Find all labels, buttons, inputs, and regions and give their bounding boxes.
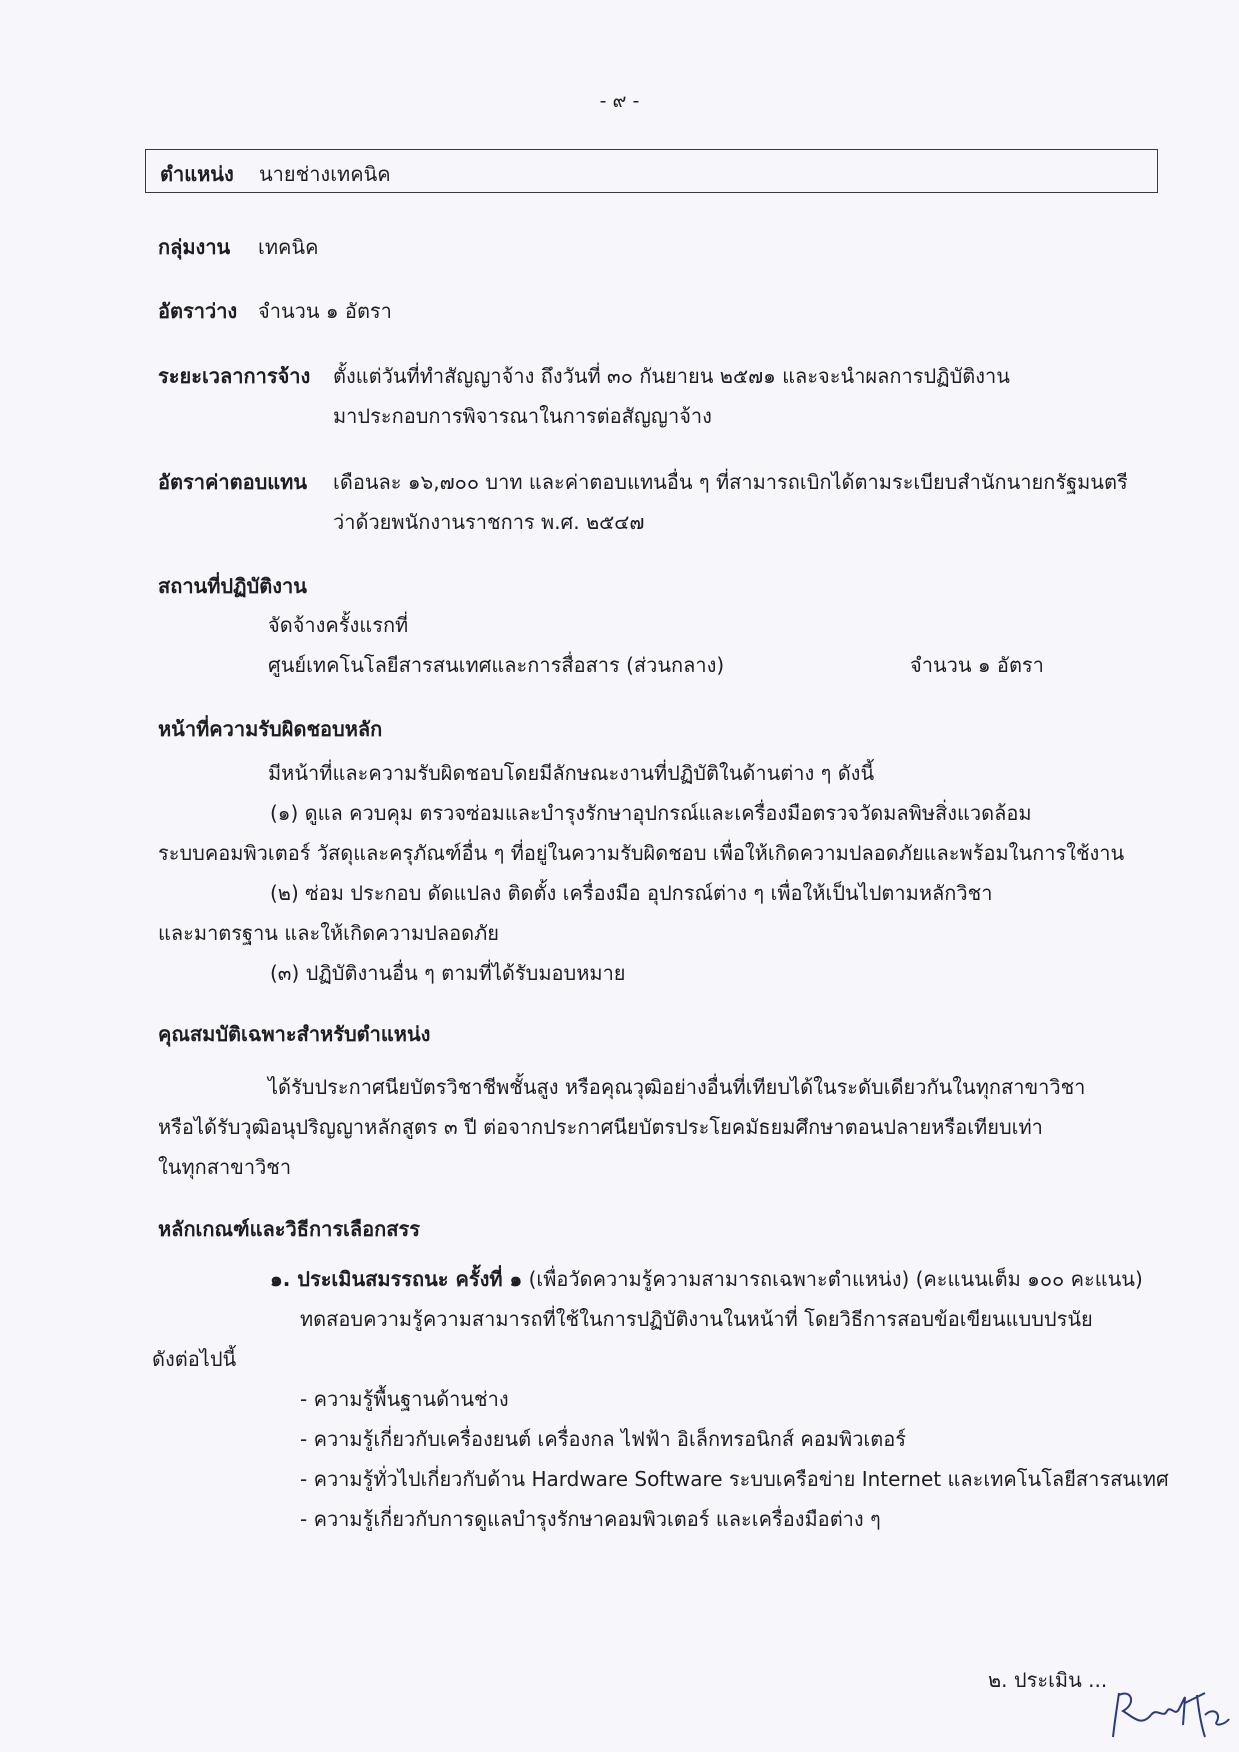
- workplace-first-hire: จัดจ้างครั้งแรกที่: [268, 613, 409, 637]
- position-label: ตำแหน่ง: [160, 162, 234, 186]
- compensation-label: อัตราค่าตอบแทน: [158, 470, 308, 494]
- qualifications-line1: ได้รับประกาศนียบัตรวิชาชีพชั้นสูง หรือคุณวุฒิอย่างอื่นที่เทียบได้ในระดับเดียวกันในทุกสาขาวิชา: [268, 1075, 1086, 1099]
- compensation-line2: ว่าด้วยพนักงานราชการ พ.ศ. ๒๕๔๗: [333, 510, 645, 534]
- work-group-label: กลุ่มงาน: [158, 235, 231, 259]
- selection-heading: หลักเกณฑ์และวิธีการเลือกสรร: [158, 1217, 420, 1241]
- selection-step-1-desc-line1: ทดสอบความรู้ความสามารถที่ใช้ในการปฏิบัติงานในหน้าที่ โดยวิธีการสอบข้อเขียนแบบปรนัย: [300, 1307, 1093, 1331]
- selection-bullet-1: - ความรู้พื้นฐานด้านช่าง: [300, 1387, 509, 1411]
- selection-step-1-desc-line2: ดังต่อไปนี้: [152, 1347, 237, 1371]
- selection-step-1-title: ๑. ประเมินสมรรถนะ ครั้งที่ ๑: [270, 1267, 523, 1291]
- work-group-value: เทคนิค: [258, 235, 319, 259]
- duty-3: (๓) ปฏิบัติงานอื่น ๆ ตามที่ได้รับมอบหมาย: [270, 961, 626, 985]
- qualifications-heading: คุณสมบัติเฉพาะสำหรับตำแหน่ง: [158, 1022, 431, 1046]
- duties-heading: หน้าที่ความรับผิดชอบหลัก: [158, 717, 383, 741]
- selection-step-1: [270, 1263, 1143, 1295]
- selection-bullet-4: - ความรู้เกี่ยวกับการดูแลบำรุงรักษาคอมพิวเตอร์ และเครื่องมือต่าง ๆ: [300, 1507, 881, 1531]
- workplace-unit: ศูนย์เทคโนโลยีสารสนเทศและการสื่อสาร (ส่วนกลาง): [268, 653, 725, 677]
- duty-1-line2: ระบบคอมพิวเตอร์ วัสดุและครุภัณฑ์อื่น ๆ ที่อยู่ในความรับผิดชอบ เพื่อให้เกิดความปลอดภัยและพร้อมในการใช้งาน: [158, 841, 1125, 865]
- workplace-heading: สถานที่ปฏิบัติงาน: [158, 574, 307, 598]
- continuation-text: ๒. ประเมิน ...: [988, 1668, 1108, 1692]
- selection-bullet-2: - ความรู้เกี่ยวกับเครื่องยนต์ เครื่องกล ไฟฟ้า อิเล็กทรอนิกส์ คอมพิวเตอร์: [300, 1427, 906, 1451]
- position-box: [145, 149, 1158, 193]
- duties-intro: มีหน้าที่และความรับผิดชอบโดยมีลักษณะงานที่ปฏิบัติในด้านต่าง ๆ ดังนี้: [268, 761, 875, 785]
- workplace-count: จำนวน ๑ อัตรา: [910, 653, 1044, 677]
- compensation-line1: เดือนละ ๑๖,๗๐๐ บาท และค่าตอบแทนอื่น ๆ ที่สามารถเบิกได้ตามระเบียบสำนักนายกรัฐมนตรี: [333, 470, 1128, 494]
- employment-period-line2: มาประกอบการพิจารณาในการต่อสัญญาจ้าง: [333, 404, 712, 428]
- selection-step-1-detail: (เพื่อวัดความรู้ความสามารถเฉพาะตำแหน่ง) (คะแนนเต็ม ๑๐๐ คะแนน): [522, 1267, 1143, 1291]
- vacancy-value: จำนวน ๑ อัตรา: [258, 299, 392, 323]
- position-value: นายช่างเทคนิค: [259, 162, 391, 186]
- qualifications-line3: ในทุกสาขาวิชา: [158, 1155, 292, 1179]
- duty-1-line1: (๑) ดูแล ควบคุม ตรวจซ่อมและบำรุงรักษาอุปกรณ์และเครื่องมือตรวจวัดมลพิษสิ่งแวดล้อม: [270, 801, 1032, 825]
- duty-2-line2: และมาตรฐาน และให้เกิดความปลอดภัย: [158, 921, 499, 945]
- vacancy-label: อัตราว่าง: [158, 299, 238, 323]
- employment-period-line1: ตั้งแต่วันที่ทำสัญญาจ้าง ถึงวันที่ ๓๐ กันยายน ๒๕๗๑ และจะนำผลการปฏิบัติงาน: [333, 364, 1010, 388]
- signature-initials: [1105, 1685, 1230, 1745]
- selection-bullet-3: - ความรู้ทั่วไปเกี่ยวกับด้าน Hardware Software ระบบเครือข่าย Internet และเทคโนโลยีสารสนเทศ: [300, 1467, 1169, 1491]
- qualifications-line2: หรือได้รับวุฒิอนุปริญญาหลักสูตร ๓ ปี ต่อจากประกาศนียบัตรประโยคมัธยมศึกษาตอนปลายหรือเทียบเท่า: [158, 1115, 1043, 1139]
- duty-2-line1: (๒) ซ่อม ประกอบ ดัดแปลง ติดตั้ง เครื่องมือ อุปกรณ์ต่าง ๆ เพื่อให้เป็นไปตามหลักวิชา: [270, 881, 993, 905]
- page-number: - ๙ -: [599, 90, 640, 112]
- employment-period-label: ระยะเวลาการจ้าง: [158, 364, 311, 388]
